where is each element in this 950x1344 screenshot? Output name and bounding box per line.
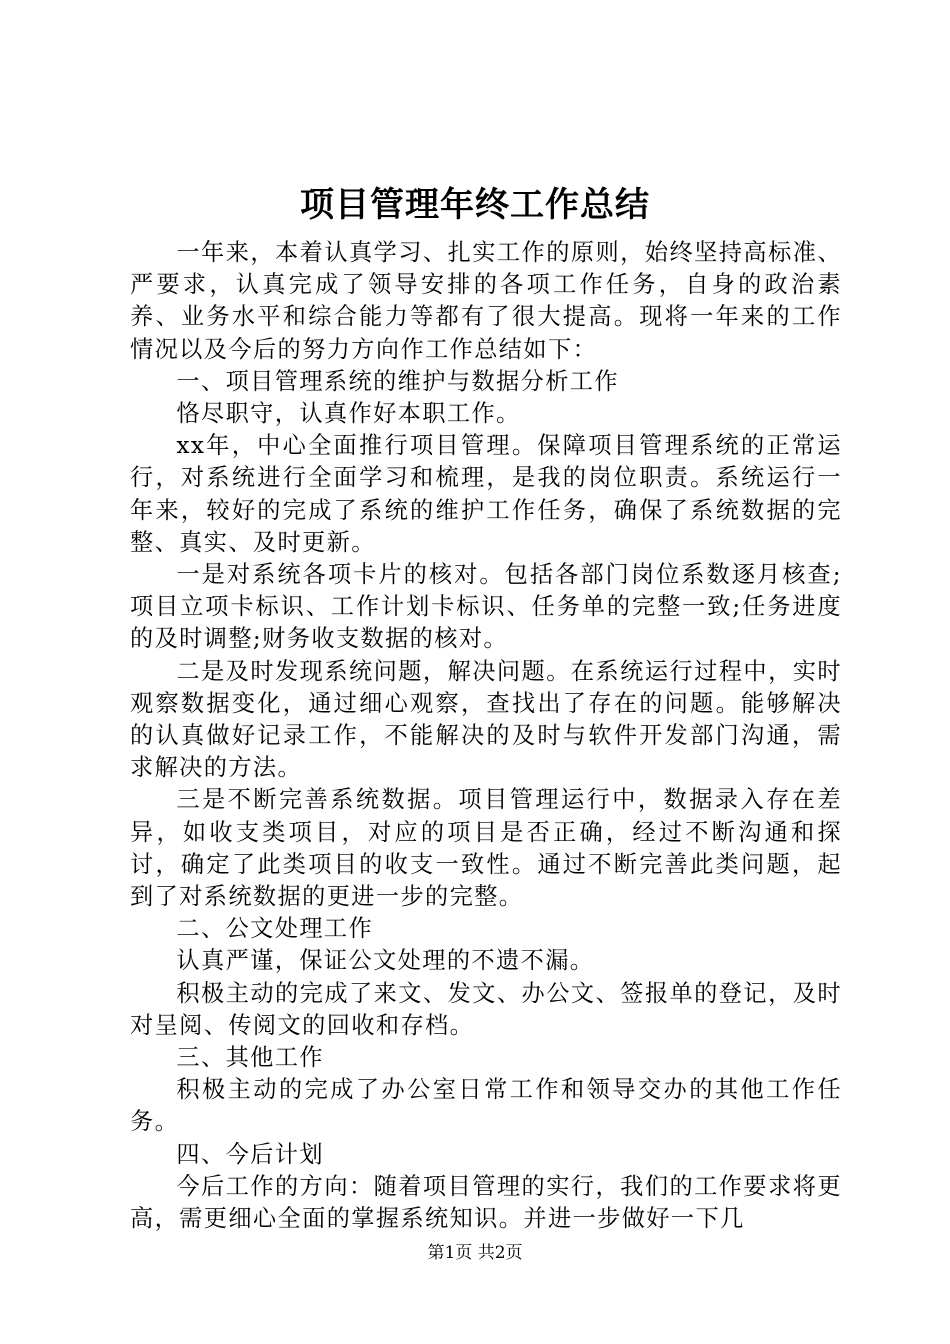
page-footer: 第1页 共2页	[427, 1243, 523, 1263]
section-heading: 一、项目管理系统的维护与数据分析工作	[176, 367, 619, 395]
body-paragraph: 认真严谨，保证公文处理的不遗不漏。	[176, 947, 595, 975]
section-heading: 四、今后计划	[176, 1140, 324, 1168]
body-paragraph: 积极主动的完成了来文、发文、办公文、签报单的登记，及时对呈阅、传阅文的回收和存档。	[130, 979, 842, 1039]
body-paragraph: 积极主动的完成了办公室日常工作和领导交办的其他工作任务。	[130, 1076, 842, 1136]
body-paragraph: 一年来，本着认真学习、扎实工作的原则，始终坚持高标准、严要求，认真完成了领导安排的各项工作任务，自身的政治素养、业务水平和综合能力等都有了很大提高。现将一年来的工作情况以及今后的努力方向作工作总结如下：	[130, 239, 842, 363]
body-paragraph: 二是及时发现系统问题，解决问题。在系统运行过程中，实时观察数据变化，通过细心观察，查找出了存在的问题。能够解决的认真做好记录工作，不能解决的及时与软件开发部门沟通，需求解决的方法。	[130, 657, 842, 782]
body-paragraph: xx年，中心全面推行项目管理。保障项目管理系统的正常运行，对系统进行全面学习和梳理，是我的岗位职责。系统运行一年来，较好的完成了系统的维护工作任务，确保了系统数据的完整、真实、及时更新。	[130, 432, 842, 556]
body-paragraph: 今后工作的方向：随着项目管理的实行，我们的工作要求将更高，需更细心全面的掌握系统知识。并进一步做好一下几	[130, 1172, 842, 1233]
body-paragraph: 三是不断完善系统数据。项目管理运行中，数据录入存在差异，如收支类项目，对应的项目是否正确，经过不断沟通和探讨，确定了此类项目的收支一致性。通过不断完善此类问题，起到了对系统数据的更进一步的完整。	[130, 786, 842, 911]
section-heading: 三、其他工作	[176, 1044, 324, 1072]
section-heading: 二、公文处理工作	[176, 915, 374, 943]
document-title: 项目管理年终工作总结	[300, 185, 650, 225]
body-paragraph: 恪尽职守，认真作好本职工作。	[176, 400, 521, 428]
document-body	[130, 237, 842, 1235]
body-paragraph: 一是对系统各项卡片的核对。包括各部门岗位系数逐月核查;项目立项卡标识、工作计划卡标识、任务单的完整一致;任务进度的及时调整;财务收支数据的核对。	[130, 561, 842, 653]
